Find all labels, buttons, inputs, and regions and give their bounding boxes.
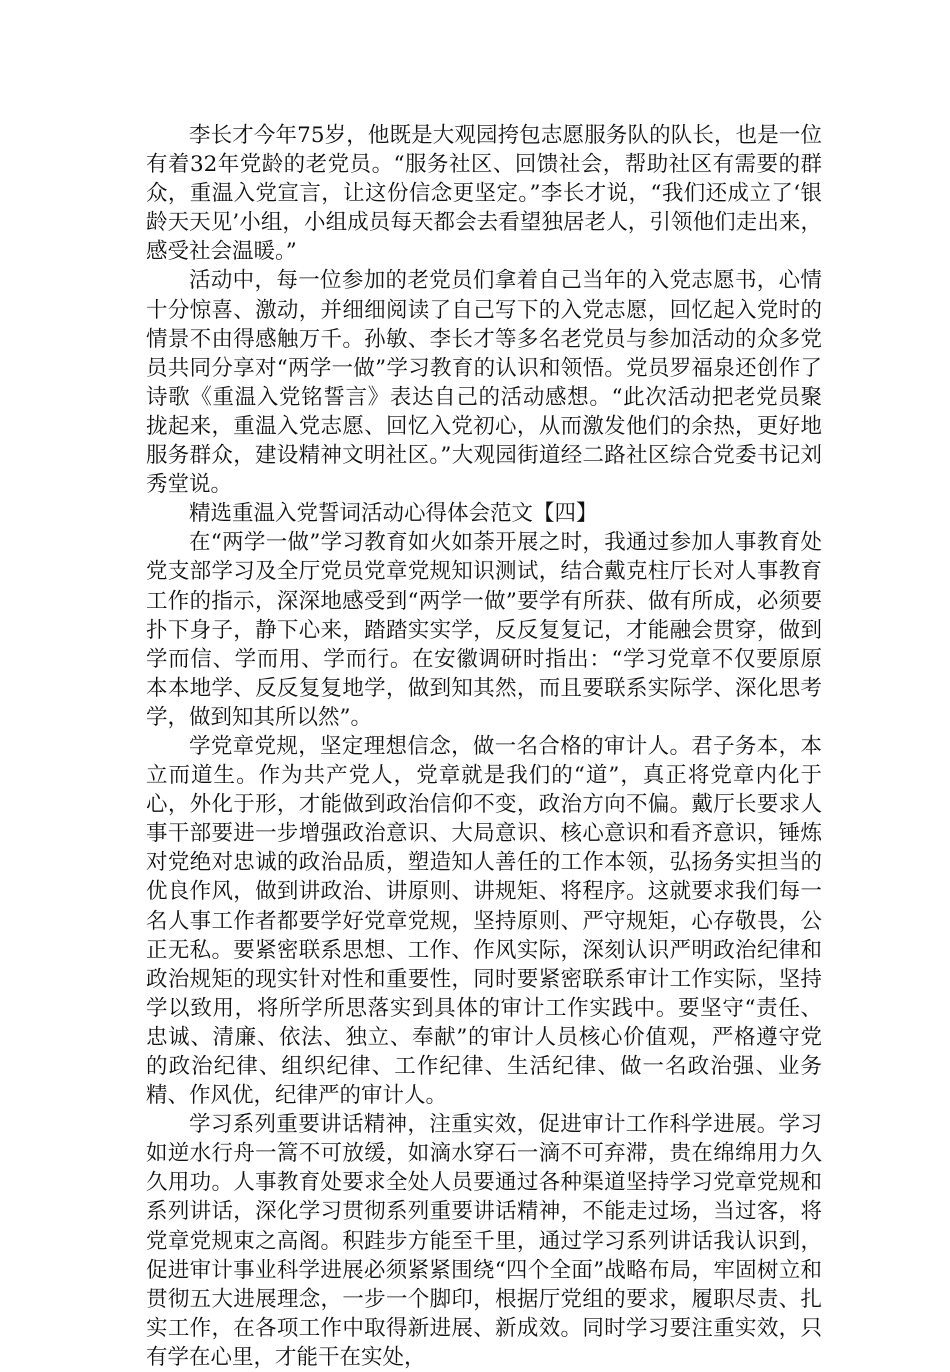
paragraph-li-changcai: 李长才今年75岁，他既是大观园挎包志愿服务队的队长，也是一位有着32年党龄的老党员。“服务社区、回馈社会，帮助社区有需要的群众，重温入党宣言，让这份信念更坚定。”李长才说，“我们还成立了‘银龄天天见’小组，小组成员每天都会去看望独居老人，引领他们走出来，感受社会温暖。”	[146, 123, 822, 265]
document-body	[146, 121, 822, 1372]
paragraph-party-constitution: 学党章党规，坚定理想信念，做一名合格的审计人。君子务本，本立而道生。作为共产党人，党章就是我们的“道”，真正将党章内化于心，外化于形，才能做到政治信仰不变，政治方向不偏。戴厅长要求人事干部要进一步增强政治意识、大局意识、核心意识和看齐意识，锤炼对党绝对忠诚的政治品质，塑造知人善任的工作本领，弘扬务实担当的优良作风，做到讲政治、讲原则、讲规矩、将程序。这就要求我们每一名人事工作者都要学好党章党规，坚持原则、严守规矩，心存敬畏，公正无私。要紧密联系思想、工作、作风实际，深刻认识严明政治纪律和政治规矩的现实针对性和重要性，同时要紧密联系审计工作实际，坚持学以致用，将所学所思落实到具体的审计工作实践中。要坚守“责任、忠诚、清廉、依法、独立、奉献”的审计人员核心价值观，严格遵守党的政治纪律、组织纪律、工作纪律、生活纪律、做一名政治强、业务精、作风优，纪律严的审计人。	[146, 733, 822, 1109]
paragraph-activity: 活动中，每一位参加的老党员们拿着自己当年的入党志愿书，心情十分惊喜、激动，并细细阅读了自己写下的入党志愿，回忆起入党时的情景不由得感触万千。孙敏、李长才等多名老党员与参加活动的众多党员共同分享对“两学一做”学习教育的认识和领悟。党员罗福泉还创作了诗歌《重温入党铭誓言》表达自己的活动感想。“此次活动把老党员聚拢起来，重温入党志愿、回忆入党初心，从而激发他们的余热，更好地服务群众，建设精神文明社区。”大观园街道经二路社区综合党委书记刘秀堂说。	[146, 268, 822, 498]
paragraph-speech-spirit: 学习系列重要讲话精神，注重实效，促进审计工作科学进展。学习如逆水行舟一篙不可放缓，如滴水穿石一滴不可弃滞，贵在绵绵用力久久用功。人事教育处要求全处人员要通过各种渠道坚持学习党章党规和系列讲话，深化学习贯彻系列重要讲话精神，不能走过场，当过客，将党章党规束之高阁。积跬步方能至千里，通过学习系列讲话我认识到，促进审计事业科学进展必须紧紧围绕“四个全面”战略布局，牢固树立和贯彻五大进展理念，一步一个脚印，根据厅党组的要求，履职尽责、扎实工作，在各项工作中取得新进展、新成效。同时学习要注重实效，只有学在心里，才能干在实处，	[146, 1112, 822, 1370]
section-heading: 精选重温入党誓词活动心得体会范文【四】	[189, 501, 598, 527]
paragraph-two-study-one-do: 在“两学一做”学习教育如火如荼开展之时，我通过参加人事教育处党支部学习及全厅党员党章党规知识测试，结合戴克柱厅长对人事教育工作的指示，深深地感受到“两学一做”要学有所获、做有所成，必须要扑下身子，静下心来，踏踏实实学，反反复复记，才能融会贯穿，做到学而信、学而用、学而行。在安徽调研时指出：“学习党章不仅要原原本本地学、反反复复地学，做到知其然，而且要联系实际学、深化思考学，做到知其所以然”。	[146, 530, 822, 730]
